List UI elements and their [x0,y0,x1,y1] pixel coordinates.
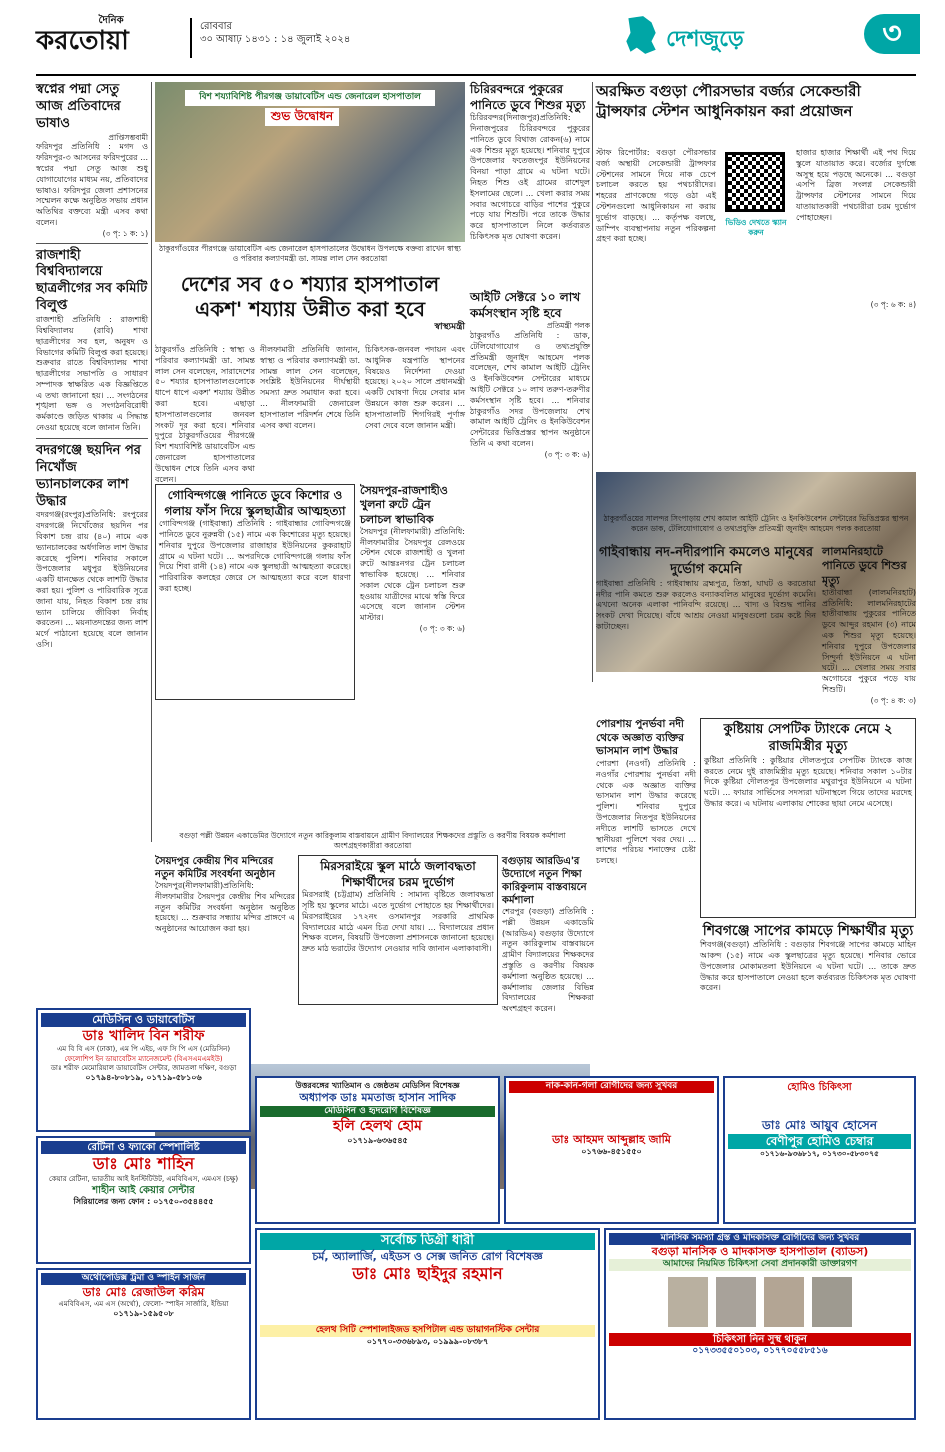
body-it: ঠাকুরগাঁও প্রতিনিধি : ডাক, টেলিযোগাযোগ ও তথ্যপ্রযুক্তি প্রতিমন্ত্রী জুনাইদ আহমেদ পলক বলেছেন, শেখ কামাল আইটি ট্রেনিং ও ইনকিউবেশন সেন্টারের মাধ্যমে আইটি সেক্টরে ১০ লাখ তরুণ-তরুণীর কর্মসংস্থান সৃষ্টি হবে। ... শনিবার ঠাকুরগাঁও সদর উপজেলায় শেখ কামাল আইটি ট্রেনিং ও ইনকিউবেশন সেন্টারের ভিত্তিপ্রস্তর স্থাপন অনুষ্ঠানে তিনি এ কথা বলেন। [470,330,590,448]
ad-diabetes-phone: ০১৭৯৪-৮০৮১৯, ০১৭১৯-৫৮১০৬ [85,1072,202,1082]
ad-diabetes-doctor: ডাঃ খালিদ বিন শরীফ [82,1028,205,1045]
body-shibganj: শিবগঞ্জ(বগুড়া) প্রতিনিধি : বগুড়ার শিবগঞ্জে সাপের কামড়ে মাহিন আকন্দ (১৫) নামে এক স্কুলছাত্রের মৃত্যু হয়েছে। শনিবার ভোরে উপজেলার মোকামতলা ইউনিয়নে এ ঘটনা ঘটে। ... তাকে দ্রুত উদ্ধার করে হাসপাতালে নেওয়া হলে কর্তব্যরত চিকিৎসক মৃত ঘোষণা করেন। [700,940,916,993]
lead-headline-block [155,272,465,342]
ad-skin-phone: ০১৭৭০-৩৩৬৮৯৩, ০১৯৯৯-০৮৩৮৭ [366,1336,489,1346]
headline-shibganj: শিবগঞ্জে সাপের কামড়ে শিক্ষার্থীর মৃত্যু [702,923,914,939]
continued-padma: (৩ পৃ: ১ ক: ১) [102,228,148,238]
ad-mental-phone: ০১৭৩৩৫৫০১০৩, ০১৭৭০৫৫৮৫১৬ [692,1345,828,1356]
ad-mental [604,1228,916,1420]
masthead-divider [190,18,192,58]
right-lead-headline: অরক্ষিত বগুড়া পৌরসভার বর্জ্যর সেকেন্ডারী ট্রান্সফার স্টেশন আধুনিকায়ন করা প্রয়োজন [596,82,861,120]
ad-mental-sub: আমাদের নিয়মিত চিকিৎসা সেবা প্রদানকারী ডাক্তারগণ [609,1259,911,1271]
column-3-mid [470,290,590,680]
lead-headline: দেশের সব ৫০ শয্যার হাসপাতাল একশ' শয্যায় উন্নীত করা হবে [180,272,440,321]
ad-diabetes-fellow: ফেলোশিপ ইন ডায়াবেটিস ম্যানেজমেন্ট (বিএসএমএমইউ) [64,1054,223,1063]
caption-text: ঠাকুরগাঁওয়ের পীরগঞ্জে ডায়াবেটিস এন্ড জেনারেল হাসপাতালের উদ্বোধন উপলক্ষে বক্তব্য রাখেন স্বাস্থ্য ও পরিবার কল্যাণমন্ত্রী ডা. সামন্ত লাল সেন [159,244,461,263]
right-lead-body-col2: হাজার হাজার শিক্ষার্থী এই পথ দিয়ে স্কুলে যাতায়াত করে। বর্জ্যের দুর্গন্ধে অসুস্থ হয়ে পড়ছে অনেকে। ... বগুড়া এসপি ব্রিজ সংলগ্ন সেকেন্ডারী ট্রান্সফার স্টেশনের সামনে দিয়ে যাতায়াতকারী পথচারীরা চরম দুর্ভোগ পোহাচ্ছেন। [796,148,916,222]
page-number: ৩ [864,14,920,54]
photo-credit: করতোয়া [360,253,388,263]
lead-body-col3: চিকিৎসক-জনবল পদায়ন এবং আধুনিক যন্ত্রপাতি স্থাপনের বিষয়েও নির্দেশনা দেওয়া হয়েছে। ২০২০ সালে প্রধানমন্ত্রী একটি ঘোষণা দিয়ে সেবার মান উন্নয়নে কাজ শুরু করেন। ... হাসপাতালটি শিগগিরই পূর্ণাঙ্গ সেবা দেবে বলে জানান মন্ত্রী। [365,345,465,430]
gaibandha-article [596,545,816,715]
continued-saidpur: (৩ পৃ: ৩ ক: ৬) [419,624,465,634]
ad-skin-doctor: ডাঃ মোঃ ছাইদুর রহমান [352,1264,503,1284]
ad-retina-head: রেটিনা ও ফ্যাকো স্পেশালিষ্ট [41,1141,246,1154]
photo-credit: করতোয়া [384,840,412,850]
ad-skin [255,1228,600,1420]
ad-homeo-phone: ০১৭১৬-৯৩৬৮১৭, ০১৭৩০-৫৮৩০৭৫ [760,1149,879,1159]
doctor-photo [668,1277,708,1327]
ad-retina-doctor: ডাঃ মোঃ শাহিন [92,1154,195,1173]
section-banner [620,6,920,66]
doctor-photo [812,1277,852,1327]
headline-porosha: পোরশায় পুনর্ভবা নদী থেকে অজ্ঞাত ব্যক্তির ভাসমান লাশ উদ্ধার [596,718,684,758]
newspaper-logo [36,14,186,64]
saidpur-article [360,484,465,700]
body-rabi: রাজশাহী প্রতিনিধি : রাজশাহী বিশ্ববিদ্যালয় (রাবি) শাখা ছাত্রলীগের সব হল, অনুষদ ও বিভাগের কমিটি বিলুপ্ত করা হয়েছে। শুক্রবার রাতে বিশ্ববিদ্যালয় শাখা ছাত্রলীগের সভাপতি ও সাধারণ সম্পাদক স্বাক্ষরিত এক বিজ্ঞপ্তিতে এ তথ্য জানানো হয়। ... সংগঠনের শৃঙ্খলা ভঙ্গ ও সংগঠনবিরোধী কর্মকাণ্ডে জড়িত থাকায় এ সিদ্ধান্ত নেওয়া হয়েছে বলে জানান তিনি। [36,315,148,433]
headline-chirirbandar: চিরিরবন্দরে পুকুরের পানিতে ডুবে শিশুর মৃত্যু [470,82,586,112]
ad-mental-hospital: বগুড়া মানসিক ও মাদকাসক্ত হাসপাতাল (ব্যাডস) [651,1244,869,1258]
ad-medicine-hospital: হলি হেলথ হোম [333,1118,422,1135]
ad-homeo [723,1076,916,1224]
headline-gobindoganj: গোবিন্দগঞ্জে পানিতে ডুবে কিশোর ও গলায় ফাঁস দিয়ে স্কুলছাত্রীর আত্মহত্যা [164,488,346,518]
body-lalmonirhat: হাতীবান্ধা (লালমনিরহাট) প্রতিনিধি: লালমনিরহাটের হাতীবান্ধায় পুকুরের পানিতে ডুবে আব্দুর রহমান (৩) নামে এক শিশুর মৃত্যু হয়েছে। শনিবার দুপুরে উপজেলার সিন্দুর্না ইউনিয়নে এ ঘটনা ঘটে। ... খেলার সময় সবার অগোচরে পুকুরে পড়ে যায় শিশুটি। [822,587,916,695]
ad-ortho-degrees: এমবিবিএস, এম এস (অর্থো), ফেলো- স্পাইন সার্জারি, ইন্ডিয়া [58,1300,229,1309]
body-chirirbandar: চিরিরবন্দর(দিনাজপুর)প্রতিনিধি: দিনাজপুরের চিরিরবন্দরে পুকুরের পানিতে ডুবে বিথাজ রোকন(৬) নামে এক শিশুর মৃত্যু হয়েছে। শনিবার দুপুরে উপজেলার ফতেজংপুর ইউনিয়নের বিনয়া পাড়া গ্রামে এ ঘটনা ঘটে। নিহত শিশু ওই গ্রামের রাশেদুল ইসলামের ছেলে। ... খেলা করার সময় সবার অগোচরে বাড়ির পাশের পুকুরে পড়ে যায় শিশুটি। পরে তাকে উদ্ধার করে হাসপাতালে নিলে কর্তব্যরত চিকিৎসক মৃত ঘোষণা করেন। [470,113,590,241]
ad-homeo-doctor: ডাঃ মোঃ আয়ুব হোসেন [762,1118,877,1132]
right-lead-headline-block [596,82,916,142]
photo-credit: করতোয়া [854,523,881,533]
qr-label: ভিডিও দেখতে স্ক্যান করুন [725,218,787,237]
gobindoganj-article [155,484,355,700]
temple-article [155,855,295,1005]
ad-skin-center: হেলথ সিটি স্পেশালাইজড হসপিটাল এন্ড ডায়াগনস্টিক সেন্টার [260,1325,595,1337]
ad-diabetes-chamber: ডাঃ শরীফ মেমোরিয়াল ডায়াবেটিস সেন্টার, জামতলা দক্ষিণ, বগুড়া [50,1063,237,1072]
divider [36,438,148,439]
ad-medicine-phone: ০১৭১৯-৬৩৬৫৪৫ [347,1135,408,1145]
byline-padma: প্রাপ্তিসম্ভবামী [108,132,148,142]
ad-retina-center: শাহীন আই কেয়ার সেন্টার [92,1184,195,1196]
logo-main-text: করতোয়া [36,26,129,56]
body-padma: ফরিদপুর প্রতিনিধি : মগদ ও ফরিদপুর-৩ আসনের ফরিদপুরের ... স্বপ্নের পদ্মা সেতু আজ শুধু যোগাযোগের মাধ্যম নয়, প্রতিবাদের ভাষাও। ফরিদপুর জেলা প্রশাসনের সম্মেলন কক্ষে অনুষ্ঠিত সভায় প্রধান অতিথির বক্তব্যে মন্ত্রী এসব কথা বলেন। [36,142,148,227]
ad-homeo-chamber: বেণীপুর হোমিও চেম্বার [728,1134,911,1150]
lead-body-col1: ঠাকুরগাঁও প্রতিনিধি : স্বাস্থ্য ও পরিবার কল্যাণমন্ত্রী ডা. সামন্ত লাল সেন বলেছেন, সারাদেশের ৫০ শয্যার হাসপাতালগুলোকে ধাপে ধাপে একশ' শয্যায় উন্নীত করা হবে। এছাড়া হাসপাতালগুলোর জনবল সংকট দূর করা হবে। শনিবার দুপুরে ঠাকুরগাঁওয়ের পীরগঞ্জে বিশ শয্যাবিশিষ্ট ডায়াবেটিস এন্ড জেনারেল হাসপাতালের উদ্বোধন শেষে তিনি এসব কথা বলেন। [155,345,255,484]
ad-diabetes-degrees: এম বি বি এস (ঢাকা), এম পি এইচ, এফ সি পি এস (মেডিসিন) [56,1045,231,1054]
lalmonirhat-article [822,545,916,715]
ad-mental-contact: চিকিৎসা নিন সুস্থ থাকুন [609,1333,911,1346]
doctor-photo [716,1277,756,1327]
photo-banner-text: বিশ শয্যাবিশিষ্ট পীরগঞ্জ ডায়াবেটিস এন্ড জেনারেল হাসপাতাল [185,90,435,106]
ad-skin-head: সর্বোচ্চ ডিগ্রী ধারী [260,1233,595,1250]
body-badarganj: বদরগঞ্জ(রংপুর)প্রতিনিধি: রংপুরের বদরগঞ্জে নিখোঁজের ছয়দিন পর বিকাশ চন্দ্র রায় (৪০) নামে এক ভ্যানচালকের অর্ধগলিত লাশ উদ্ধার করেছে পুলিশ। শনিবার সকালে উপজেলার মধুপুর ইউনিয়নের একটি ধানক্ষেত থেকে লাশটি উদ্ধার করা হয়। পুলিশ ও পারিবারিক সূত্রে জানা যায়, নিহত বিকাশ চন্দ্র রায় ভ্যান চালিয়ে জীবিকা নির্বাহ করতেন। ... ময়নাতদন্তের জন্য লাশ মর্গে পাঠানো হয়েছে বলে জানান ওসি। [36,510,148,649]
column-3-top [470,82,590,282]
lead-photo-caption [155,242,465,270]
masthead [0,0,945,78]
qr-code-icon[interactable] [725,152,785,212]
lead-body-col2: নীলফামারী প্রতিনিধি জানান, স্বাস্থ্য ও পরিবার কল্যাণমন্ত্রী ডা. সামন্ত লাল সেন বলেছেন, সংশ্লিষ্ট ইউনিয়নের দীর্ঘস্থায়ী সমস্যা দ্রুত সমাধান করা হবে। ... নীলফামারী জেনারেল হাসপাতাল পরিদর্শন শেষে তিনি এসব কথা বলেন। [260,345,360,430]
headline-lalmonirhat: লালমনিরহাটে পানিতে ডুবে শিশুর মৃত্যু [822,545,907,587]
caption-text: বগুড়া পল্লী উন্নয়ন একাডেমির উদ্যোগে নতুন কারিকুলাম বাস্তবায়নে গ্রামীণ বিদ্যালয়ের শিক্ষকদের প্রস্তুতি ও করণীয় বিষয়ক কর্মশালা অংশগ্রহণকারীরা [179,831,566,850]
ad-skin-sub: চর্ম, অ্যালার্জি, এইডস ও সেক্স জনিত রোগ বিশেষজ্ঞ [312,1249,543,1263]
ad-homeo-head: হোমিও চিকিৎসা [787,1082,852,1093]
continued-it: (৩ পৃ: ৩ ক: ৬) [544,449,590,459]
masthead-rule [36,74,916,76]
date-label: ৩০ আষাঢ় ১৪৩১ : ১৪ জুলাই ২০২৪ [200,34,351,45]
ad-diabetes [36,1008,251,1132]
ad-ortho-doctor: ডাঃ মোঃ রেজাউল করিম [82,1284,205,1299]
day-label: রোববার [200,21,232,32]
continued-lalmonirhat: (৩ পৃ: ৪ ক: ৩) [870,695,916,705]
ad-ortho-head: অর্থোপেডিক্স ট্রমা ও স্পাইন সার্জন [41,1273,246,1285]
ad-mental-doctor-photos [609,1277,911,1327]
porosha-cont [596,922,696,1072]
headline-it: আইটি সেক্টরে ১০ লাখ কর্মসংস্থান সৃষ্টি হবে [470,290,581,320]
dateline [200,20,350,46]
divider [36,243,148,244]
headline-padma: স্বপ্নের পদ্মা সেতু আজ প্রতিবাদের ভাষাও [36,82,121,131]
logo-small-text: দৈনিক [98,15,124,26]
headline-temple: সৈয়দপুর কেন্দ্রীয় শিব মন্দিরের নতুন কমিটির সংবর্ধনা অনুষ্ঠান [155,856,276,880]
caption-text: ঠাকুরগাঁওয়ের সালন্দর সিংপাড়ায় শেখ কামাল আইটি ট্রেনিং ও ইনকিউবেশন সেন্টারের ভিত্তিপ্রস্তর স্থাপন করেন ডাক, টেলিযোগাযোগ ও তথ্যপ্রযুক্তি প্রতিমন্ত্রী জুনাইদ আহমেদ পলক [603,514,909,533]
right-lead-body [596,148,916,318]
body-temple: সৈয়দপুর(নীলফামারী)প্রতিনিধি: নীলফামারীর সৈয়দপুর কেন্দ্রীয় শিব মন্দিরের নতুন কমিটির সংবর্ধনা অনুষ্ঠান অনুষ্ঠিত হয়েছে। ... শুক্রবার সন্ধ্যায় মন্দির প্রাঙ্গণে এ অনুষ্ঠানের আয়োজন করা হয়। [155,881,295,934]
doctor-photo [764,1277,804,1327]
shibganj-article [700,922,916,1072]
ad-retina-degrees: কেয়ার রেটিনা, ভারতীয় আই ইনস্টিটিউট, এমবিবিএস, এমএস (চক্ষু) [48,1174,239,1183]
headline-gaibandha: গাইবান্ধায় নদ-নদীরপানি কমলেও মানুষের দুর্ভোগ কমেনি [599,545,813,577]
byline-it: প্রতিমন্ত্রী পলক [546,321,590,331]
headline-rda: বগুড়ায় আরডিএ'র উদ্যোগে নতুন শিক্ষা কারিকুলাম বাস্তবায়নে কর্মশালা [502,856,587,906]
porosha-article [596,718,696,918]
column-rule [151,82,152,842]
ad-retina-phone: সিরিয়ালের জন্য ফোন : ০১৭৫০-৩৫৪৪৫৫ [73,1196,214,1206]
mirsarai-article [298,855,498,1005]
headline-rabi: রাজশাহী বিশ্ববিদ্যালয়ে ছাত্রলীগের সব কমিটি বিলুপ্ত [36,247,148,314]
ad-medicine [255,1076,500,1224]
body-porosha: পোরশা (নওগাঁ) প্রতিনিধি : নওগাঁর পোরশায় পুনর্ভবা নদী থেকে এক অজ্ঞাত ব্যক্তির ভাসমান লাশ উদ্ধার করেছে পুলিশ। শনিবার দুপুরে উপজেলার নিতপুর ইউনিয়নের নদীতে লাশটি ভাসতে দেখে স্থানীয়রা পুলিশে খবর দেয়। ... লাশের পরিচয় শনাক্তের চেষ্টা চলছে। [596,758,696,866]
headline-badarganj: বদরগঞ্জে ছয়দিন পর নিখোঁজ ভ্যানচালকের লাশ উদ্ধার [36,442,141,509]
group-photo-caption [155,829,590,851]
ad-mental-head: মানসিক সমস্যা গ্রস্ত ও মাদকাসক্ত রোগীদের জন্য সুখবর [609,1233,911,1245]
qr-block [721,148,791,318]
body-gaibandha: গাইবান্ধা প্রতিনিধি : গাইবান্ধায় ব্রহ্মপুত্র, তিস্তা, ঘাঘট ও করতোয়া নদীর পানি কমতে শুরু করলেও বন্যাকবলিত মানুষের দুর্ভোগ কমেনি। এখনো অনেক এলাকা পানিবন্দি রয়েছে। ... খাদ্য ও বিশুদ্ধ পানির সংকট দেখা দিয়েছে। বাঁধে আশ্রয় নেওয়া মানুষগুলো চরম কষ্টে দিন কাটাচ্ছেন। [596,578,816,631]
ad-diabetes-head: মেডিসিন ও ডায়াবেটিস [41,1013,246,1027]
ad-medicine-sub: মেডিসিন ও হৃদরোগ বিশেষজ্ঞ [260,1106,495,1118]
body-kushtia: কুষ্টিয়া প্রতিনিধি : কুষ্টিয়ার দৌলতপুরে সেপটিক ট্যাংকে কাজ করতে নেমে দুই রাজমিস্ত্রীর মৃত্যু হয়েছে। শনিবার সকাল ১০টার দিকে কুষ্টিয়া দৌলতপুর উপজেলার মথুরাপুর ইউনিয়নে এ ঘটনা ঘটে। ... ফায়ার সার্ভিসের সদস্যরা ঘটনাস্থলে গিয়ে তাদের মরদেহ উদ্ধার করে। এ ঘটনায় এলাকায় শোকের ছায়া নেমে এসেছে। [704,755,912,808]
ad-ortho-phone: ০১৭১৯-১৫৯৫০৮ [113,1309,174,1319]
ad-ent-head: নাক-কান-গলা রোগীদের জন্য সুখবর [509,1081,714,1093]
section-title: দেশজুড়ে [666,27,744,52]
kushtia-article [700,718,916,918]
headline-saidpur: সৈয়দপুর-রাজশাহীও খুলনা রুটে ট্রেন চলাচল স্বাভাবিক [360,484,448,526]
ad-ent-phone: ০১৭৬৬-৪৫১৫৫০ [581,1146,642,1156]
lead-body [155,345,465,484]
lead-subtitle: স্বাস্থ্যমন্ত্রী [434,322,465,332]
right-lead-body-col1: স্টাফ রিপোর্টার: বগুড়া পৌরসভার বর্জ্য অস্থায়ী সেকেন্ডারী ট্রান্সফার স্টেশনের সামনে দিয়ে নাক চেপে চলাচল করতে হয় পথচারীদের। শহরের প্রাণকেন্দ্রে গড়ে ওঠা এই স্টেশনগুলো আধুনিকায়ন না করায় দুর্ভোগ বাড়ছে। ... কর্তৃপক্ষ বলছে, ডাম্পিং ব্যবস্থাপনায় নতুন পরিকল্পনা গ্রহণ করা হচ্ছে। [596,148,716,244]
body-gobindoganj: গোবিন্দগঞ্জ (গাইবান্ধা) প্রতিনিধি : গাইবান্ধার গোবিন্দগঞ্জে পানিতে ডুবে নুরুন্নবী (১৫) নামে এক কিশোরের মৃত্যু হয়েছে। শনিবার দুপুরে উপজেলার রাজাহার ইউনিয়নের কুকরাহাট গ্রামে এ ঘটনা ঘটে। ... অপরদিকে গোবিন্দগঞ্জে গলায় ফাঁস দিয়ে শিবা রানী (১৪) নামে এক স্কুলছাত্রী আত্মহত্যা করেছে। পারিবারিক কলহের জেরে সে আত্মহত্যা করে বলে ধারণা করা হচ্ছে। [159,519,351,593]
ad-ent [504,1076,719,1224]
lead-photo [155,82,465,242]
body-rda: শেরপুর (বগুড়া) প্রতিনিধি : পল্লী উন্নয়ন একাডেমি (আরডিএ) বগুড়ার উদ্যোগে নতুন কারিকুলাম বাস্তবায়নে গ্রামীণ বিদ্যালয়ের শিক্ষকদের প্রস্তুতি ও করণীয় বিষয়ক কর্মশালা অনুষ্ঠিত হয়েছে। ... কর্মশালায় জেলার বিভিন্ন বিদ্যালয়ের শিক্ষকরা অংশগ্রহণ করেন। [502,907,594,1014]
ad-ortho [36,1268,251,1420]
headline-kushtia: কুষ্টিয়ায় সেপটিক ট্যাংকে নেমে ২ রাজমিস্ত্রীর মৃত্যু [723,722,893,754]
photo-sign-text: শুভ উদ্বোধন [265,108,339,126]
right-lead-continued: (৩ পৃ: ৬ ক: ৪) [870,300,916,309]
ad-ent-doctor: ডাঃ আহমদ আব্দুল্লাহ জামি [552,1132,671,1146]
ad-medicine-head: উত্তরবঙ্গের খ্যাতিমান ও জেষ্ঠতম মেডিসিন বিশেষজ্ঞ [295,1081,460,1090]
headline-mirsarai: মিরসরাইয়ে স্কুল মাঠে জলাবদ্ধতা শিক্ষার্থীদের চরম দুর্ভোগ [320,859,476,889]
body-mirsarai: মিরসরাই (চট্টগ্রাম) প্রতিনিধি : সামান্য বৃষ্টিতে জলাবদ্ধতা সৃষ্টি হয় স্কুলের মাঠে। এতে দুর্ভোগ পোহাতে হয় শিক্ষার্থীদের। মিরসরাইয়ের ১৭২নং ওসমানপুর সরকারি প্রাথমিক বিদ্যালয়ের মাঠে এমন চিত্র দেখা যায়। ... বিদ্যালয়ের প্রধান শিক্ষক বলেন, বিষয়টি উপজেলা প্রশাসনকে জানানো হয়েছে। দ্রুত মাঠ ভরাটের উদ্যোগ নেওয়ার দাবি জানান এলাকাবাসী। [302,890,494,954]
column-1 [36,82,148,842]
bangladesh-map-icon [620,14,662,56]
column-rule [592,82,593,682]
body-saidpur: সৈয়দপুর (নীলফামারী) প্রতিনিধি: নীলফামারীর সৈয়দপুর রেলওয়ে স্টেশন থেকে রাজশাহী ও খুলনা রুটে আন্তঃনগর ট্রেন চলাচল স্বাভাবিক হয়েছে। ... শনিবার সকাল থেকে ট্রেন চলাচল শুরু হওয়ায় যাত্রীদের মাঝে স্বস্তি ফিরে এসেছে বলে জানান স্টেশন মাস্টার। [360,526,465,623]
ad-medicine-doctor: অধ্যাপক ডাঃ মমতাজ হাসান সাদিক [299,1091,456,1105]
rda-article [502,855,594,1014]
right-photo-caption [596,512,916,540]
ad-retina [36,1136,251,1264]
